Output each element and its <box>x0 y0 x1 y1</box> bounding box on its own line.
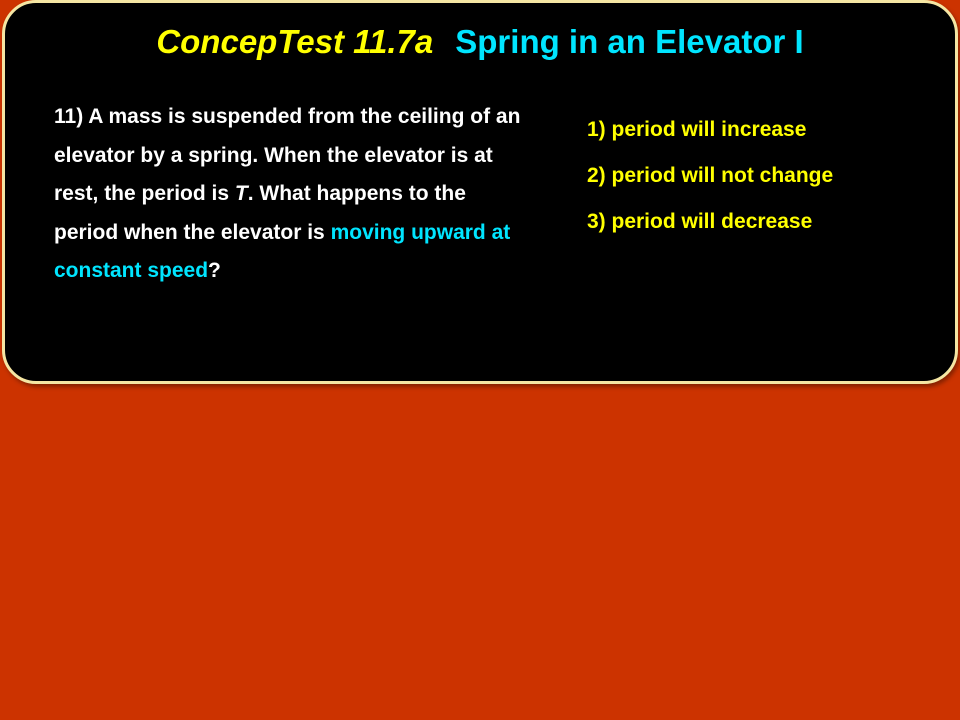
title-main: Spring in an Elevator I <box>455 23 804 60</box>
option-3: 3) period will decrease <box>587 210 813 233</box>
slide-title <box>0 20 960 64</box>
option-1: 1) period will increase <box>587 118 807 141</box>
option-2: 2) period will not change <box>587 164 834 187</box>
question-part-3: ? <box>208 259 221 282</box>
title-prefix: ConcepTest 11.7a <box>156 23 434 60</box>
question-part-2: . What happens to the period when the elevator is <box>54 182 466 244</box>
question-highlight: moving upward at constant speed <box>54 220 511 282</box>
answer-options <box>587 118 833 256</box>
question-text <box>54 98 524 291</box>
question-part-1: 11) A mass is suspended from the ceiling of an elevator by a spring. When the elevator is at rest, the period is <box>54 105 521 205</box>
period-symbol: T <box>234 182 248 205</box>
